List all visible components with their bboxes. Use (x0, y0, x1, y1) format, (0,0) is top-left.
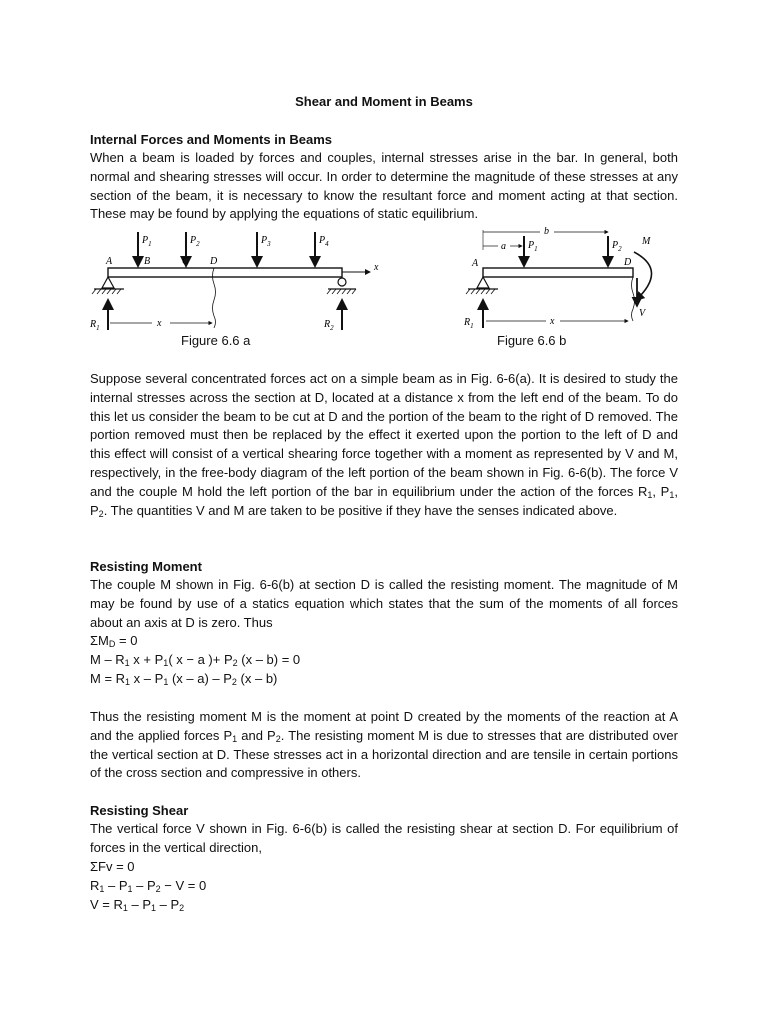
label-d: D (210, 256, 218, 267)
label-a: A (106, 256, 113, 267)
label-x-axis: x (374, 262, 379, 273)
label-a-b: A (472, 258, 479, 269)
caption-figure-6-6a: Figure 6.6 a (181, 333, 251, 348)
label-p1-b: $P_1$ (528, 240, 538, 253)
label-r1-b: $R_1$ (464, 317, 474, 330)
label-v: V (639, 308, 646, 319)
equation-sum-forces: ΣFv = 0 (90, 859, 135, 874)
figure-6-6a (90, 226, 390, 338)
label-d-b: D (624, 257, 632, 268)
page-title: Shear and Moment in Beams (295, 94, 473, 109)
paragraph-section-d: Suppose several concentrated forces act on a simple beam as in Fig. 6-6(a). It is desired to study the internal stresses across the section at D, located at a distance x from the left end of the beam. To do this let us consider the beam to be cut at D and the portion of the beam to the right of D removed. The portion removed must then be replaced by the effect it exerted upon the portion to the left of D and this effect will consist of a vertical shearing force together with a moment as represented by V and M, respectively, in the free-body diagram of the left portion of the beam shown in Fig. 6-6(b). The force V and the couple M hold the left portion of the bar in equilibrium under the action of the forces $R_1$, $P_1$, $P_2$. The quantities V and M are taken to be positive if they have the senses indicated above. (90, 371, 678, 519)
equation-moment-result: $M = R_1$ x – $P_1$ $(x - a) - P_2$ (x – b) (90, 671, 278, 687)
label-r2: $R_2$ (324, 319, 334, 332)
equation-sum-moments: $\Sigma M_D = 0$ (90, 633, 138, 649)
paragraph-resisting-moment: The couple M shown in Fig. 6-6(b) at section D is called the resisting moment. The magnitude of M may be found by use of a statics equation which states that the sum of the moments of all forces about an axis at D is zero. Thus (90, 577, 678, 630)
label-p2: $P_2$ (190, 235, 200, 248)
equation-moment-balance: M – $R_1$ $x + P_1$( x − a )+ $P_2$ (x – b) = 0 (90, 652, 301, 668)
label-p1: $P_1$ (142, 235, 152, 248)
label-p3: $P_3$ (261, 235, 271, 248)
figure-6-6b (462, 222, 682, 334)
heading-resisting-shear: Resisting Shear (90, 803, 189, 818)
label-x-dimension: x (157, 318, 162, 329)
paragraph-intro: When a beam is loaded by forces and couples, internal stresses arise in the bar. In general, both normal and shearing stresses will occur. In order to determine the magnitude of these stresses at any section of the beam, it is necessary to know the resultant force and moment acting at that section. These may be found by applying the equations of static equilibrium. (90, 150, 678, 222)
heading-internal-forces: Internal Forces and Moments in Beams (90, 132, 333, 147)
label-p2-b: $P_2$ (612, 240, 622, 253)
label-b-dim: b (544, 226, 549, 237)
label-p4: $P_4$ (319, 235, 329, 248)
paragraph-resisting-shear: The vertical force V shown in Fig. 6-6(b) is called the resisting shear at section D. For equilibrium of forces in the vertical direction, (90, 821, 678, 855)
caption-figure-6-6b: Figure 6.6 b (497, 333, 567, 348)
label-a-dim: a (501, 241, 506, 252)
equation-shear-result: $V = R_1 - P_1 - P_2$ (90, 897, 185, 913)
label-b: B (144, 256, 151, 267)
heading-resisting-moment: Resisting Moment (90, 559, 202, 574)
label-c: C (182, 256, 189, 267)
label-r1: $R_1$ (90, 319, 100, 332)
label-x-dimension-b: x (550, 316, 555, 327)
label-moment-m: M (642, 236, 651, 247)
paragraph-moment-explanation: Thus the resisting moment M is the moment at point D created by the moments of the reaction at A and the applied forces $P_1$ and $P_2$. The resisting moment M is due to stresses that are distributed over the vertical section at D. These stresses act in a horizontal direction and are tensile in certain portions of the cross section and compressive in others. (90, 709, 678, 781)
equation-force-balance: $R_1 - P_1 - P_2 - V = 0$ (90, 878, 207, 894)
